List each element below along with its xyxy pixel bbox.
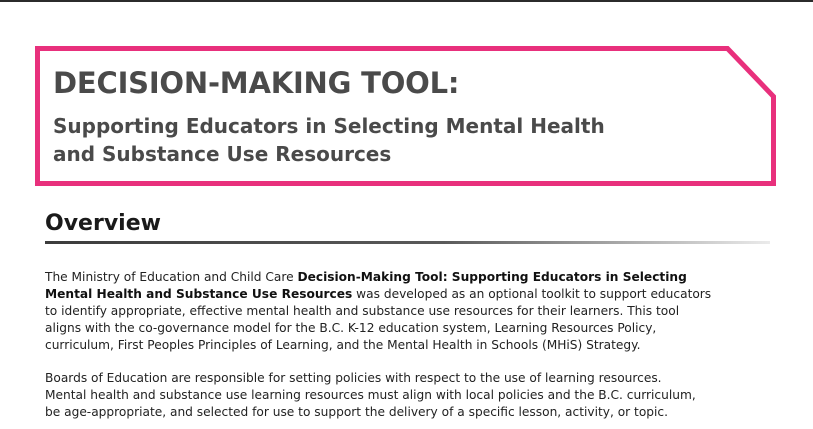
- paragraph-line: be age-appropriate, and selected for use to support the delivery of a specific lesson, activity, or topic.: [45, 405, 668, 419]
- paragraph-line: to identify appropriate, effective mental health and substance use resources for their learners. This tool: [45, 304, 680, 318]
- document-subtitle: [53, 112, 753, 168]
- paragraph-line: [45, 269, 780, 286]
- overview-paragraph: [45, 269, 780, 354]
- text-run: The Ministry of Education and Child Care: [45, 270, 298, 284]
- section-divider: [45, 241, 770, 244]
- document-subtitle-line: Supporting Educators in Selecting Mental Health: [53, 114, 605, 138]
- document-title: DECISION-MAKING TOOL:: [53, 66, 460, 100]
- paragraph-line: [45, 286, 780, 303]
- paragraph-line: aligns with the co-governance model for the B.C. K-12 education system, Learning Resources Policy,: [45, 321, 657, 335]
- title-frame: [0, 0, 813, 200]
- section-heading-overview: Overview: [45, 211, 161, 236]
- paragraph-line: Boards of Education are responsible for setting policies with respect to the use of learning resources.: [45, 371, 662, 385]
- tool-name-bold: Decision-Making Tool: Supporting Educators in Selecting: [297, 270, 687, 284]
- paragraph-line: curriculum, First Peoples Principles of Learning, and the Mental Health in Schools (MHiS) Strategy.: [45, 338, 641, 352]
- overview-paragraph: [45, 370, 780, 421]
- title-banner: [0, 0, 813, 200]
- paragraph-line: Mental health and substance use learning resources must align with local policies and the B.C. curriculum,: [45, 388, 696, 402]
- document-subtitle-line: and Substance Use Resources: [53, 142, 392, 166]
- text-run: was developed as an optional toolkit to support educators: [352, 287, 712, 301]
- tool-name-bold: Mental Health and Substance Use Resources: [45, 287, 353, 301]
